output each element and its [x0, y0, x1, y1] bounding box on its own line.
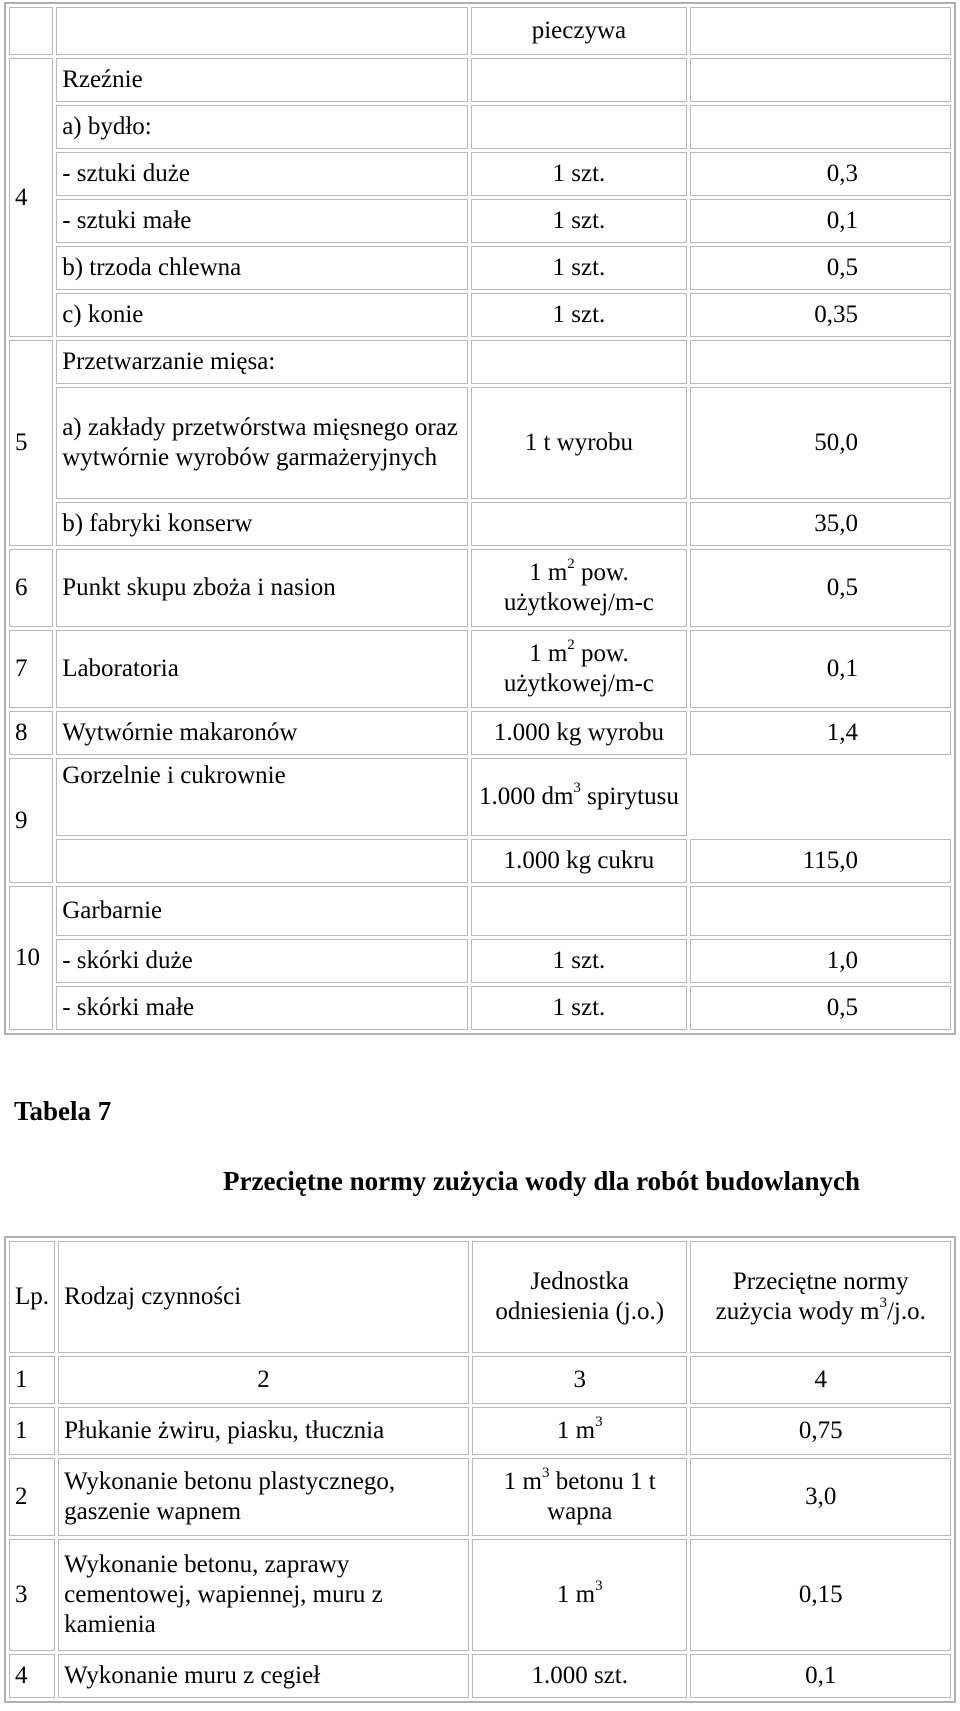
item-label: b) trzoda chlewna — [56, 246, 468, 290]
header-rodzaj: Rodzaj czynności — [58, 1241, 469, 1353]
item-label: Wykonanie betonu, zaprawy cementowej, wapiennej, muru z kamienia — [58, 1539, 469, 1651]
lp-cell: 8 — [9, 711, 53, 755]
unit-cell: 1.000 kg cukru — [471, 839, 687, 883]
table-cell — [690, 105, 951, 149]
table-cell — [471, 340, 687, 384]
table-cell — [690, 58, 951, 102]
header-jednostka: Jednostka odniesienia (j.o.) — [472, 1241, 687, 1353]
item-label: b) fabryki konserw — [56, 502, 468, 546]
table-row — [9, 1539, 951, 1651]
value-cell: 0,1 — [690, 199, 951, 243]
value-cell: 3,0 — [690, 1458, 951, 1536]
item-label: - skórki małe — [56, 986, 468, 1030]
table-cell — [56, 839, 468, 883]
unit-cell: 1 szt. — [471, 199, 687, 243]
table-row — [9, 199, 951, 243]
unit-cell: 1 $m^2$ pow. użytkowej/m-c — [471, 630, 687, 708]
item-label: c) konie — [56, 293, 468, 337]
table-row — [9, 886, 951, 936]
lp-cell: 4 — [9, 58, 53, 337]
water-norms-table-continued — [4, 2, 956, 1035]
table-row — [9, 58, 951, 102]
table-row — [9, 387, 951, 499]
item-label: a) bydło: — [56, 105, 468, 149]
item-label: Garbarnie — [56, 886, 468, 936]
table-cell — [690, 340, 951, 384]
table-row — [9, 246, 951, 290]
column-number: 2 — [58, 1356, 469, 1404]
value-cell: 0,75 — [690, 1407, 951, 1455]
table-row — [9, 939, 951, 983]
item-label: - sztuki małe — [56, 199, 468, 243]
table-cell — [471, 886, 687, 936]
construction-water-norms-table — [4, 1236, 956, 1703]
table-row — [9, 1458, 951, 1536]
table-cell — [690, 886, 951, 936]
item-label: Laboratoria — [56, 630, 468, 708]
table-row — [9, 758, 951, 836]
table-title: Przeciętne normy zużycia wody dla robót budowlanych — [223, 1166, 860, 1196]
value-cell: 35,0 — [690, 502, 951, 546]
unit-cell: 1 szt. — [471, 986, 687, 1030]
table-cell — [56, 7, 468, 55]
unit-cell: 1 $m^3$ — [472, 1539, 687, 1651]
table-cell — [471, 502, 687, 546]
table-cell — [471, 105, 687, 149]
unit-cell: 1 $m^3$ — [472, 1407, 687, 1455]
lp-cell: 1 — [9, 1407, 55, 1455]
item-label: a) zakłady przetwórstwa mięsnego oraz wytwórnie wyrobów garmażeryjnych — [56, 387, 468, 499]
table-number-label: Tabela 7 — [14, 1096, 112, 1126]
table-row — [9, 1654, 951, 1698]
value-cell: 1,4 — [690, 711, 951, 755]
table-cell — [690, 758, 951, 836]
value-cell: 50,0 — [690, 387, 951, 499]
unit-cell: 1 szt. — [471, 246, 687, 290]
lp-cell: 3 — [9, 1539, 55, 1651]
table-row — [9, 630, 951, 708]
value-cell: 115,0 — [690, 839, 951, 883]
value-cell: 1,0 — [690, 939, 951, 983]
table-row — [9, 105, 951, 149]
item-label: Punkt skupu zboża i nasion — [56, 549, 468, 627]
table-row — [9, 502, 951, 546]
table-cell — [471, 58, 687, 102]
lp-cell: 5 — [9, 340, 53, 546]
column-number: 1 — [9, 1356, 55, 1404]
lp-cell: 4 — [9, 1654, 55, 1698]
lp-cell: 6 — [9, 549, 53, 627]
value-cell: 0,3 — [690, 152, 951, 196]
item-label: Wytwórnie makaronów — [56, 711, 468, 755]
table-row — [9, 1407, 951, 1455]
table-row — [9, 549, 951, 627]
unit-cell: 1 szt. — [471, 293, 687, 337]
value-cell: 0,1 — [690, 1654, 951, 1698]
item-label: Wykonanie betonu plastycznego, gaszenie wapnem — [58, 1458, 469, 1536]
lp-cell: 2 — [9, 1458, 55, 1536]
item-label: Wykonanie muru z cegieł — [58, 1654, 469, 1698]
unit-cell: 1 $m^3$ betonu 1 t wapna — [472, 1458, 687, 1536]
column-number: 3 — [472, 1356, 687, 1404]
lp-cell: 9 — [9, 758, 53, 883]
value-cell: 0,5 — [690, 986, 951, 1030]
value-cell: 0,5 — [690, 246, 951, 290]
unit-cell: 1.000 kg wyrobu — [471, 711, 687, 755]
header-normy: Przeciętne normy zużycia wody $m^3/j.o$. — [690, 1241, 951, 1353]
value-cell: 0,1 — [690, 630, 951, 708]
item-label: Płukanie żwiru, piasku, tłucznia — [58, 1407, 469, 1455]
table-row — [9, 340, 951, 384]
item-label: Przetwarzanie mięsa: — [56, 340, 468, 384]
unit-cell: 1 szt. — [471, 939, 687, 983]
value-cell: 0,35 — [690, 293, 951, 337]
unit-cell: 1 $m^2$ pow. użytkowej/m-c — [471, 549, 687, 627]
numbering-row — [9, 1356, 951, 1404]
value-cell: 0,15 — [690, 1539, 951, 1651]
header-row — [9, 1241, 951, 1353]
table-row — [9, 152, 951, 196]
value-cell: 0,5 — [690, 549, 951, 627]
unit-cell: 1.000 szt. — [472, 1654, 687, 1698]
unit-cell: 1 t wyrobu — [471, 387, 687, 499]
item-label: Gorzelnie i cukrownie — [56, 758, 468, 836]
table-row — [9, 986, 951, 1030]
table-cell — [690, 7, 951, 55]
table-row — [9, 7, 951, 55]
lp-cell: 10 — [9, 886, 53, 1030]
header-lp: Lp. — [9, 1241, 55, 1353]
unit-cell: 1.000 $dm^3$ spirytusu — [471, 758, 687, 836]
item-label: Rzeźnie — [56, 58, 468, 102]
unit-cell: pieczywa — [471, 7, 687, 55]
table-row — [9, 839, 951, 883]
table-cell — [9, 7, 53, 55]
table-row — [9, 711, 951, 755]
unit-cell: 1 szt. — [471, 152, 687, 196]
table-row — [9, 293, 951, 337]
lp-cell: 7 — [9, 630, 53, 708]
item-label: - skórki duże — [56, 939, 468, 983]
item-label: - sztuki duże — [56, 152, 468, 196]
column-number: 4 — [690, 1356, 951, 1404]
